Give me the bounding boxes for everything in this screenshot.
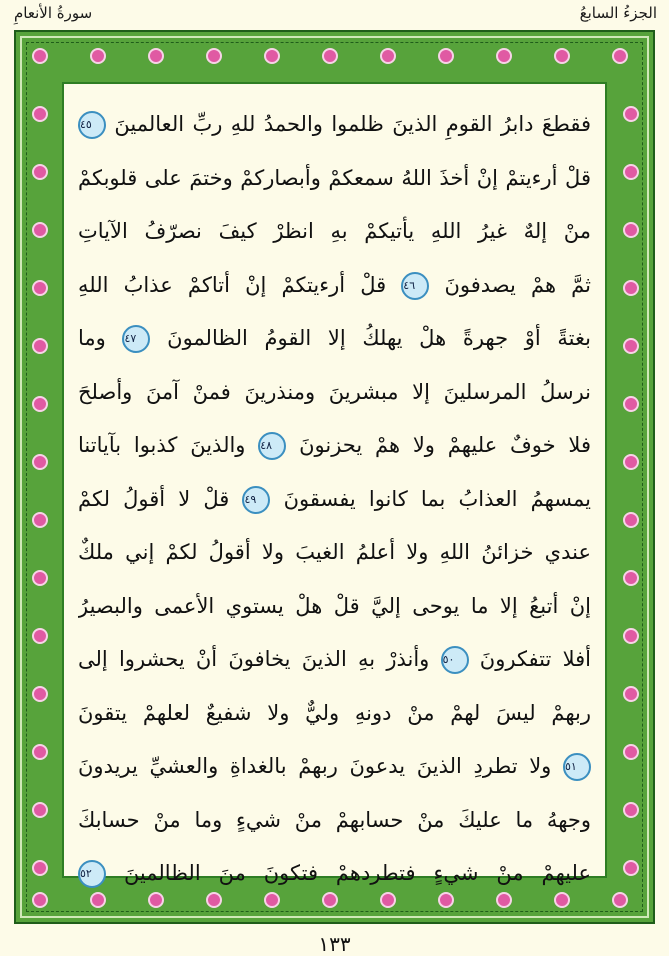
verse-text: والذينَ كذبوا بآياتنا	[78, 433, 246, 457]
flower-ornament-icon	[623, 396, 639, 412]
verse-line	[78, 740, 591, 794]
flower-ornament-icon	[623, 454, 639, 470]
verse-text: ثمَّ همْ يصدفونَ	[444, 272, 591, 297]
verse-line	[78, 98, 591, 152]
flower-ornament-icon	[623, 280, 639, 296]
flower-ornament-icon	[32, 744, 48, 760]
verse-text: قلْ أرءيتكمْ إنْ أتاكمْ عذابُ اللهِ	[78, 272, 387, 297]
verse-text: وأنذرْ بهِ الذينَ يخافونَ أنْ يحشروا إلى	[78, 647, 430, 671]
ayah-number-marker: ٤٧	[122, 325, 150, 353]
verse-text: نرسلُ المرسلينَ إلا مبشرينَ ومنذرينَ فمنْ آمنَ وأصلحَ	[78, 379, 591, 404]
flower-ornament-icon	[32, 106, 48, 122]
flower-ornament-icon	[32, 628, 48, 644]
verse-line	[78, 847, 591, 901]
verse-text: إنْ أتبعُ إلا ما يوحى إليَّ قلْ هلْ يستوي الأعمى والبصيرُ	[78, 593, 591, 618]
flower-ornament-icon	[32, 892, 48, 908]
flower-ornament-icon	[612, 892, 628, 908]
verse-line	[78, 473, 591, 527]
flower-ornament-icon	[32, 48, 48, 64]
ayah-number-marker: ٥١	[563, 753, 591, 781]
flower-ornament-icon	[496, 48, 512, 64]
verse-line	[78, 633, 591, 687]
ayah-number-marker: ٥٢	[78, 860, 106, 888]
verse-text: بغتةً أوْ جهرةً هلْ يهلكُ إلا القومُ الظالمونَ	[167, 326, 591, 350]
flower-ornament-icon	[623, 860, 639, 876]
verse-line	[78, 526, 591, 580]
verse-text: وجههُ ما عليكَ منْ حسابهمْ منْ شيءٍ وما منْ حسابكَ	[78, 807, 591, 832]
flower-ornament-icon	[32, 396, 48, 412]
flower-ornament-icon	[322, 48, 338, 64]
verse-line	[78, 312, 591, 366]
verse-text: يمسهمُ العذابُ بما كانوا يفسقونَ	[283, 486, 591, 511]
verse-line	[78, 366, 591, 420]
flower-ornament-icon	[623, 338, 639, 354]
verse-text: ولا تطردِ الذينَ يدعونَ ربهمْ بالغداةِ والعشيِّ يريدونَ	[78, 754, 552, 778]
flower-ornament-icon	[32, 280, 48, 296]
flower-ornament-icon	[623, 222, 639, 238]
ayah-number-marker: ٥٠	[441, 646, 469, 674]
flower-ornament-icon	[554, 48, 570, 64]
flower-ornament-icon	[623, 802, 639, 818]
flower-ornament-icon	[438, 48, 454, 64]
verse-text: عليهمْ منْ شيءٍ فتطردهمْ فتكونَ منَ الظالمينَ	[123, 861, 591, 885]
flower-ornament-icon	[90, 48, 106, 64]
flower-ornament-icon	[623, 628, 639, 644]
ayah-number-marker: ٤٩	[242, 486, 270, 514]
flower-ornament-icon	[623, 164, 639, 180]
flower-ornament-icon	[623, 512, 639, 528]
flower-ornament-icon	[380, 48, 396, 64]
verse-text: قلْ أرءيتمْ إنْ أخذَ اللهُ سمعكمْ وأبصاركمْ وختمَ على قلوبكمْ	[78, 165, 591, 190]
verse-text: وما	[78, 326, 106, 350]
verse-text: فقطعَ دابرُ القومِ الذينَ ظلموا والحمدُ للهِ ربِّ العالمينَ	[114, 112, 591, 136]
ayah-number-marker: ٤٦	[401, 272, 429, 300]
ayah-number-marker: ٤٥	[78, 111, 106, 139]
flower-ornament-icon	[32, 802, 48, 818]
flower-ornament-icon	[32, 570, 48, 586]
page-number: ١٣٣	[318, 932, 351, 956]
flower-ornament-icon	[32, 512, 48, 528]
verse-text: ربهمْ ليسَ لهمْ منْ دونهِ وليٌّ ولا شفيعٌ لعلهمْ يتقونَ	[78, 700, 591, 725]
flower-ornament-icon	[623, 686, 639, 702]
verse-line	[78, 205, 591, 259]
verse-line	[78, 580, 591, 634]
flower-ornament-icon	[206, 48, 222, 64]
flower-ornament-icon	[623, 570, 639, 586]
verse-line	[78, 152, 591, 206]
flower-ornament-icon	[32, 222, 48, 238]
verse-line	[78, 687, 591, 741]
verse-line	[78, 419, 591, 473]
surah-title: سورةُ الأنعامِ	[14, 4, 93, 22]
ayah-number-marker: ٤٨	[258, 432, 286, 460]
flower-ornament-icon	[264, 48, 280, 64]
verse-line	[78, 259, 591, 313]
flower-ornament-icon	[32, 686, 48, 702]
flower-ornament-icon	[32, 860, 48, 876]
verse-text: قلْ لا أقولُ لكمْ	[78, 486, 230, 511]
flower-ornament-icon	[623, 744, 639, 760]
juz-title: الجزءُ السابعُ	[579, 4, 657, 22]
verse-text: عندي خزائنُ اللهِ ولا أعلمُ الغيبَ ولا أقولُ لكمْ إني ملكٌ	[78, 540, 591, 564]
verse-line	[78, 794, 591, 848]
flower-ornament-icon	[148, 48, 164, 64]
flower-ornament-icon	[32, 338, 48, 354]
flower-ornament-icon	[623, 106, 639, 122]
flower-ornament-icon	[32, 454, 48, 470]
verse-text: أفلا تتفكرونَ	[479, 647, 591, 671]
flower-ornament-icon	[612, 48, 628, 64]
verse-text: فلا خوفٌ عليهمْ ولا همْ يحزنونَ	[299, 433, 591, 457]
quran-text-panel	[62, 82, 607, 885]
verse-text: منْ إلهٌ غيرُ اللهِ يأتيكمْ بهِ انظرْ كيفَ نصرّفُ الآياتِ	[78, 219, 591, 243]
flower-ornament-icon	[32, 164, 48, 180]
